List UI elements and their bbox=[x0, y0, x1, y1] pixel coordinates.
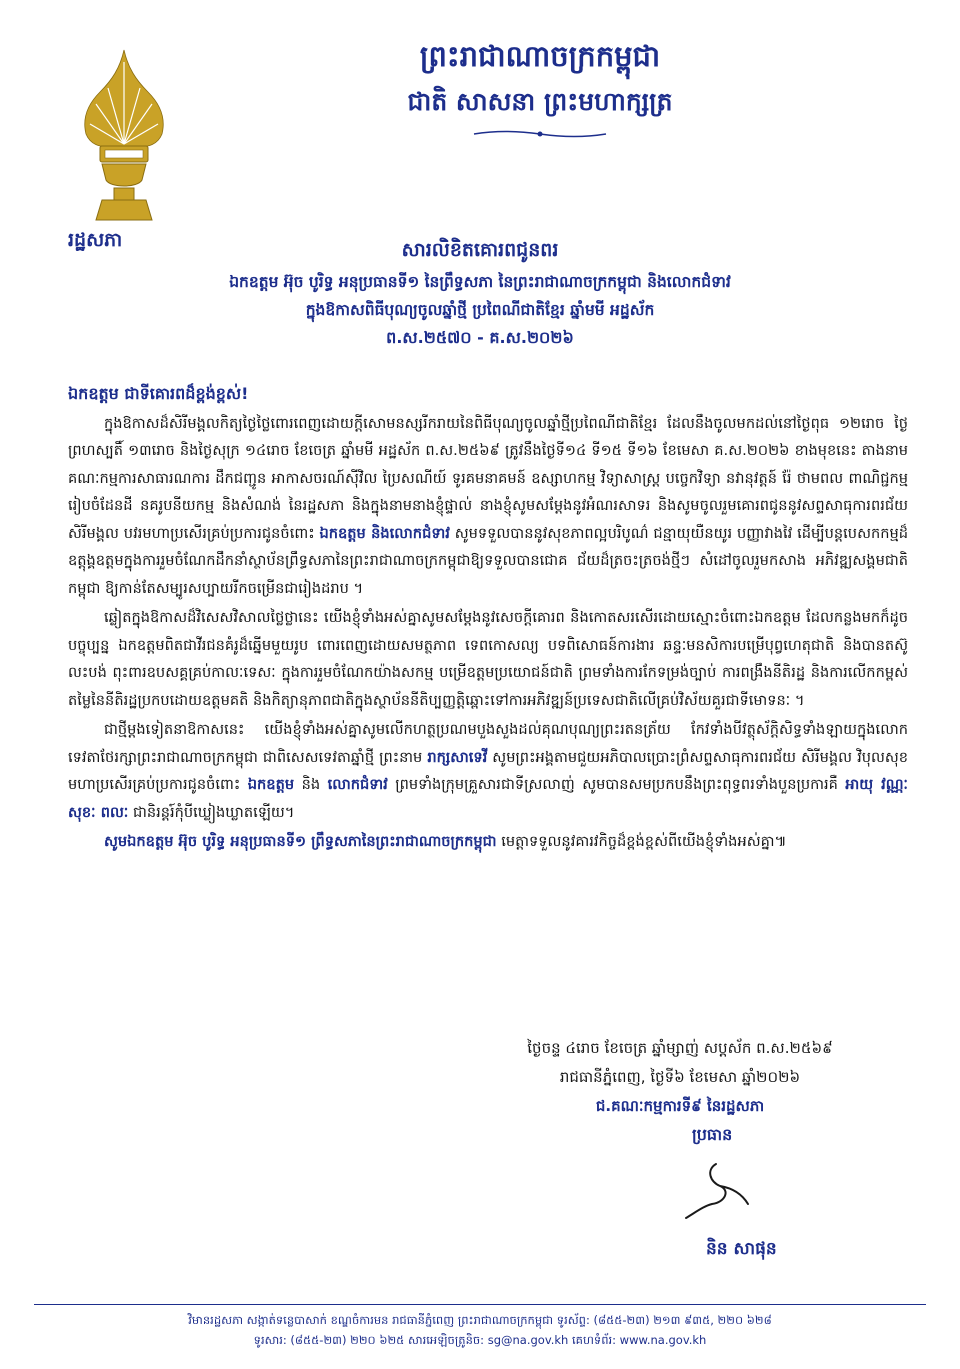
footer bbox=[120, 1310, 840, 1350]
signatory-organization: ជ.គណៈកម្មការទី៩ នៃរដ្ឋសភា bbox=[595, 1097, 765, 1115]
national-motto: ជាតិ សាសនា ព្រះមហាក្សត្រ bbox=[407, 87, 673, 116]
letter-year: ព.ស.២៥៧០ - គ.ស.២០២៦ bbox=[386, 328, 574, 347]
emphasis: ឯកឧត្តម bbox=[247, 776, 295, 793]
text-span: និង bbox=[301, 776, 321, 793]
place-date: រាជធានីភ្នំពេញ, ថ្ងៃទី៦ ខែមេសា ឆ្នាំ២០២៦ bbox=[559, 1068, 801, 1086]
lunar-date: ថ្ងៃចន្ទ ៤រោច ខែចេត្រ ឆ្នាំម្សាញ់ សប្តស័ក ព.ស.២៥៦៩ bbox=[527, 1039, 833, 1057]
institution-caption: រដ្ឋសភា bbox=[68, 229, 123, 251]
letter-recipient: ឯកឧត្តម អ៊ុច បូរិទ្ធ អនុប្រធានទី១ នៃព្រឹទ្ធសភា នៃព្រះរាជាណាចក្រកម្ពុជា និងលោកជំទាវ bbox=[229, 273, 731, 291]
paragraph-2: ឆ្លៀតក្នុងឱកាសដ៏វិសេសវិសាលថ្លៃថ្លានេះ យើងខ្ញុំទាំងអស់គ្នាសូមសម្តែងនូវសេចក្តីគោរព និងកោតសរសើរដោយស្មោះចំពោះឯកឧត្តម ដែលកន្លងមកក៏ដូចបច្ចុប្បន្ន ឯកឧត្តមពិតជាវីរជនគំរូដ៏ឆ្នើមមួយរូប ពោរពេញដោយសមត្ថភាព ទេពកោសល្យ បទពិសោធន៍ការងារ ឆន្ទៈមនសិការបម្រើបុព្វហេតុជាតិ និងបានតស៊ូលះបង់ ពុះពារឧបសគ្គគ្រប់កាលៈទេសៈ ក្នុងការរួមចំណែកយ៉ាងសកម្ម បម្រើឧត្តមប្រយោជន៍ជាតិ ព្រមទាំងការកែទម្រង់ច្បាប់ ការពង្រឹងនីតិរដ្ឋ និងការលើកកម្ពស់តម្លៃនៃនីតិរដ្ឋប្រកបដោយឧត្តមគតិ និងកិត្យានុភាពជាតិក្នុងស្ថាប័ននីតិប្បញ្ញត្តិឆ្ពោះទៅការអភិវឌ្ឍន៍ប្រទេសជាតិលើគ្រប់វិស័យគួរជាទីមោទនៈ ។ bbox=[68, 609, 908, 709]
text-span: សូមព្រះអង្គតាមជួយអភិបាលប្រោះព្រំសព្ទសាធុការពរជ័យ សិរីមង្គល វិបុលសុខ មហាប្រសើរគ្រប់ប្រការជូនចំពោះ bbox=[68, 748, 909, 793]
paragraph-3 bbox=[68, 716, 908, 826]
handwritten-signature-icon bbox=[676, 1160, 756, 1224]
text-span: សូមទទួលបាននូវសុខភាពល្អបរិបូណ៌ ជន្មាយុយឺនយូរ បញ្ញាវាងវៃ ដើម្បីបន្តបេសកកម្មដ៏ឧត្តុង្គឧត្តមក្នុងការរួមចំណែកដឹកនាំស្ថាប័នព្រឹទ្ធសភានៃព្រះរាជាណាចក្រកម្ពុជាឱ្យទទួលបានជោគ ជ័យដ៏ត្រចះត្រចង់ថ្មីៗ សំដៅចូលរួមកសាង អភិវឌ្ឍសង្គមជាតិកម្ពុជា ឱ្យកាន់តែសម្បូរសប្បាយរីកចម្រើនជារៀងដរាប ។ bbox=[68, 524, 909, 597]
signatory-name: និន សាផុន bbox=[706, 1239, 777, 1259]
text-span: ជាថ្មីម្តងទៀតនាឱកាសនេះ យើងខ្ញុំទាំងអស់គ្នាសូមលើកហត្ថប្រណមបួងសួងដល់គុណបុណ្យព្រះរតនត្រ័យ កែវទាំងបីវត្ថុស័ក្តិសិទ្ធទាំងឡាយក្នុងលោក ទេវតាថែរក្សាព្រះរាជាណាចក្រកម្ពុជា ជាពិសេសទេវតាឆ្នាំថ្មី ព្រះនាម bbox=[68, 721, 908, 766]
national-assembly-emblem-icon bbox=[78, 48, 170, 223]
paragraph-4 bbox=[68, 828, 908, 856]
date-block bbox=[470, 1034, 890, 1121]
emphasis: សូមឯកឧត្តម អ៊ុច បូរិទ្ធ អនុប្រធានទី១ ព្រឹទ្ធសភានៃព្រះរាជាណាចក្រកម្ពុជា bbox=[104, 833, 497, 850]
footer-divider bbox=[34, 1304, 926, 1305]
text-span: មេត្តាទទួលនូវគារវកិច្ចដ៏ខ្ពង់ខ្ពស់ពីយើងខ្ញុំទាំងអស់គ្នា៕ bbox=[501, 833, 787, 850]
footer-contact: ទូរសារ: (៨៥៥-២៣) ២២០ ៦២៥ សារអេឡិចត្រូនិច: sg@na.gov.kh គេហទំព័រ: www.na.gov.kh bbox=[253, 1333, 707, 1347]
salutation: ឯកឧត្តម ជាទីគោរពដ៏ខ្ពង់ខ្ពស់! bbox=[68, 384, 249, 403]
signatory-role: ប្រធាន bbox=[692, 1125, 733, 1144]
letter-title bbox=[40, 232, 920, 352]
emphasis: អាយុ វណ្ណៈ សុខៈ ពលៈ bbox=[68, 776, 908, 821]
letter-occasion: ក្នុងឱកាសពិធីបុណ្យចូលឆ្នាំថ្មី ប្រពៃណីជាតិខ្មែរ ឆ្នាំមមី អដ្ឋស័ក bbox=[305, 301, 655, 319]
letter-heading: សារលិខិតគោរពជូនពរ bbox=[401, 239, 559, 261]
text-span: ព្រមទាំងក្រុមគ្រួសារជាទីស្រលាញ់ សូមបានសមប្រកបនឹងព្រះពុទ្ធពរទាំងបួនប្រការគឺ bbox=[395, 776, 838, 793]
kingdom-name: ព្រះរាជាណាចក្រកម្ពុជា bbox=[419, 39, 661, 73]
emphasis: លោកជំទាវ bbox=[327, 776, 388, 793]
footer-address: វិមានរដ្ឋសភា សង្កាត់ទន្លេបាសាក់ ខណ្ឌចំការមន រាជធានីភ្នំពេញ ព្រះរាជាណាចក្រកម្ពុជា ទូរស័ព្ទ: (៨៥៥-២៣) ២១៣ ៩៣៥, ២២០ ៦២៨ bbox=[188, 1313, 772, 1327]
divider-ornament-icon bbox=[470, 129, 610, 139]
kingdom-header bbox=[300, 32, 780, 143]
emphasis: ឯកឧត្តម និងលោកជំទាវ bbox=[319, 524, 450, 542]
paragraph-1 bbox=[68, 410, 908, 603]
text-span: ជានិរន្តរ៍កុំបីឃ្លៀងឃ្លាតឡើយ។ bbox=[132, 803, 295, 821]
text-span: ក្នុងឱកាសដ៏សិរីមង្គលកិត្យថ្ងៃថ្លៃពោរពេញដោយក្តីសោមនស្សរីករាយនៃពិធីបុណ្យចូលឆ្នាំថ្មីប្រពៃណីជាតិខ្មែរ ដែលនឹងចូលមកដល់នៅថ្ងៃពុធ ១២រោច ថ្ងៃព្រហស្បតិ៍ ១៣រោច និងថ្ងៃសុក្រ ១៤រោច ខែចេត្រ ឆ្នាំមមី អដ្ឋស័ក ព.ស.២៥៦៩ ត្រូវនឹងថ្ងៃទី១៤ ទី១៥ ទី១៦ ខែមេសា គ.ស.២០២៦ ខាងមុខនេះ តាងនាមគណៈកម្មការសាធារណការ ដឹកជញ្ជូន អាកាសចរណ៍ស៊ីវិល ប្រៃសណីយ៍ ទូរគមនាគមន៍ ឧស្សាហកម្ម វិទ្យាសាស្ត្រ បច្ចេកវិទ្យា នវានុវត្តន៍ រ៉ែ ថាមពល ពាណិជ្ជកម្ម រៀបចំដែនដី នគរូបនីយកម្ម និងសំណង់ នៃរដ្ឋសភា និងក្នុងនាមនាងខ្ញុំផ្ទាល់ នាងខ្ញុំសូមសម្តែងនូវអំណរសាទរ និងសូមចូលរួមគោរពជូននូវសព្ទសាធុការពរជ័យ សិរីមង្គល បវរមហាប្រសើរគ្រប់ប្រការជូនចំពោះ bbox=[68, 414, 908, 542]
letter-body bbox=[68, 380, 908, 858]
emphasis: រាក្សសាទេវី bbox=[427, 748, 488, 766]
